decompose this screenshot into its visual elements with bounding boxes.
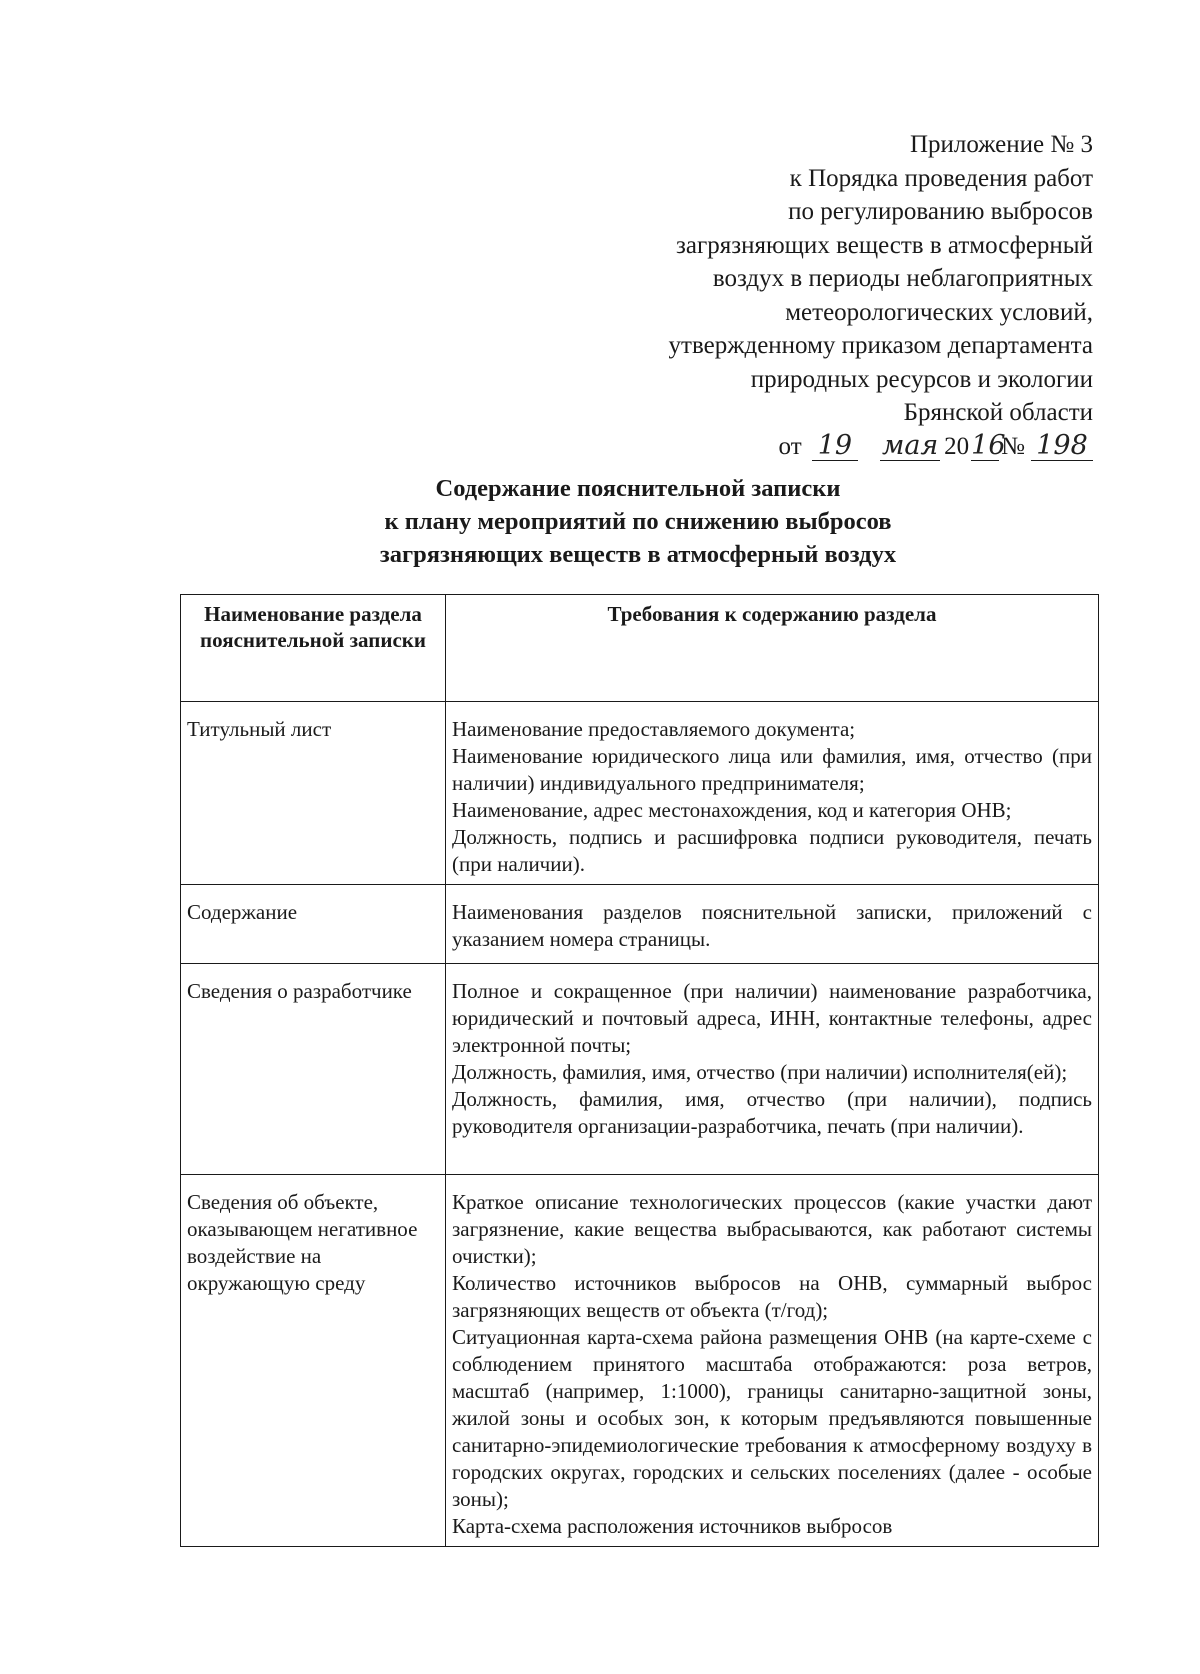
requirement-item: Наименование, адрес местонахождения, код и категория ОНВ;: [452, 798, 1012, 822]
year-prefix: 20: [944, 432, 970, 460]
document-title: [0, 472, 1200, 571]
number-label: №: [1001, 432, 1025, 460]
requirement-item: Должность, фамилия, имя, отчество (при наличии), подпись руководителя организации-разработчика, печать (при наличии).: [452, 1087, 1092, 1138]
appendix-line: по регулированию выбросов: [788, 198, 1093, 225]
appendix-line: Приложение № 3: [909, 131, 1093, 158]
requirement-item: Наименования разделов пояснительной записки, приложений с указанием номера страницы.: [452, 900, 1092, 951]
order-day: 19: [812, 432, 858, 461]
order-month: мая: [881, 429, 939, 461]
title-line: к плану мероприятий по снижению выбросов: [384, 508, 892, 535]
section-name-cell: Титульный лист: [181, 702, 446, 885]
section-name-cell: Сведения об объекте, оказывающем негативное воздействие на окружающую среду: [181, 1175, 446, 1547]
appendix-line: к Порядка проведения работ: [789, 164, 1093, 192]
requirements-cell: [446, 702, 1099, 885]
header-requirements: Требования к содержанию раздела: [446, 595, 1099, 702]
order-date-line: [473, 430, 1093, 464]
date-prefix: от: [778, 432, 802, 460]
requirements-cell: [446, 1175, 1099, 1547]
requirement-item: Должность, фамилия, имя, отчество (при наличии) исполнителя(ей);: [452, 1060, 1068, 1084]
header-section-name: Наименование раздела пояснительной записки: [181, 595, 446, 702]
appendix-line: утвержденному приказом департамента: [668, 332, 1093, 359]
requirement-item: Количество источников выбросов на ОНВ, суммарный выброс загрязняющих веществ от объекта (т/год);: [452, 1271, 1092, 1322]
requirements-table: [180, 594, 1099, 1547]
requirement-item: Полное и сокращенное (при наличии) наименование разработчика, юридический и почтовый адреса, ИНН, контактные телефоны, адрес электронной почты;: [452, 979, 1092, 1057]
table-row: [181, 964, 1099, 1175]
appendix-line: природных ресурсов и экологии: [750, 365, 1093, 393]
requirement-item: Должность, подпись и расшифровка подписи руководителя, печать (при наличии).: [452, 825, 1092, 876]
title-line: Содержание пояснительной записки: [435, 475, 841, 502]
table-row: [181, 1175, 1099, 1547]
appendix-line: загрязняющих веществ в атмосферный: [676, 231, 1093, 259]
appendix-line: метеорологических условий,: [785, 298, 1093, 326]
section-name-cell: Сведения о разработчике: [181, 964, 446, 1175]
requirement-item: Наименование юридического лица или фамилия, имя, отчество (при наличии) индивидуального предпринимателя;: [452, 744, 1092, 795]
section-name-cell: Содержание: [181, 885, 446, 964]
requirements-cell: [446, 964, 1099, 1175]
order-number: 198: [1031, 432, 1093, 461]
table-row: [181, 702, 1099, 885]
order-year: 16: [971, 429, 1006, 461]
requirement-item: Ситуационная карта-схема района размещения ОНВ (на карте-схеме с соблюдением принятого масштаба отображаются: роза ветров, масштаб (например, 1:1000), границы санитарно-защитной зоны, жилой зоны и особых зон, к которым предъявляются повышенные санитарно-эпидемиологические требования к атмосферному воздуху в городских округах, городских и сельских поселениях (далее - особые зоны);: [452, 1325, 1092, 1511]
appendix-line: Брянской области: [903, 399, 1093, 426]
title-line: загрязняющих веществ в атмосферный воздух: [379, 541, 897, 568]
requirement-item: Краткое описание технологических процессов (какие участки дают загрязнение, какие вещества выбрасываются, как работают системы очистки);: [452, 1190, 1092, 1268]
table-header-row: [181, 595, 1099, 702]
requirements-cell: [446, 885, 1099, 964]
requirement-item: Карта-схема расположения источников выбросов: [452, 1514, 893, 1538]
appendix-line: воздух в периоды неблагоприятных: [712, 265, 1093, 292]
requirement-item: Наименование предоставляемого документа;: [452, 717, 856, 741]
appendix-header: [473, 128, 1093, 463]
table-row: [181, 885, 1099, 964]
